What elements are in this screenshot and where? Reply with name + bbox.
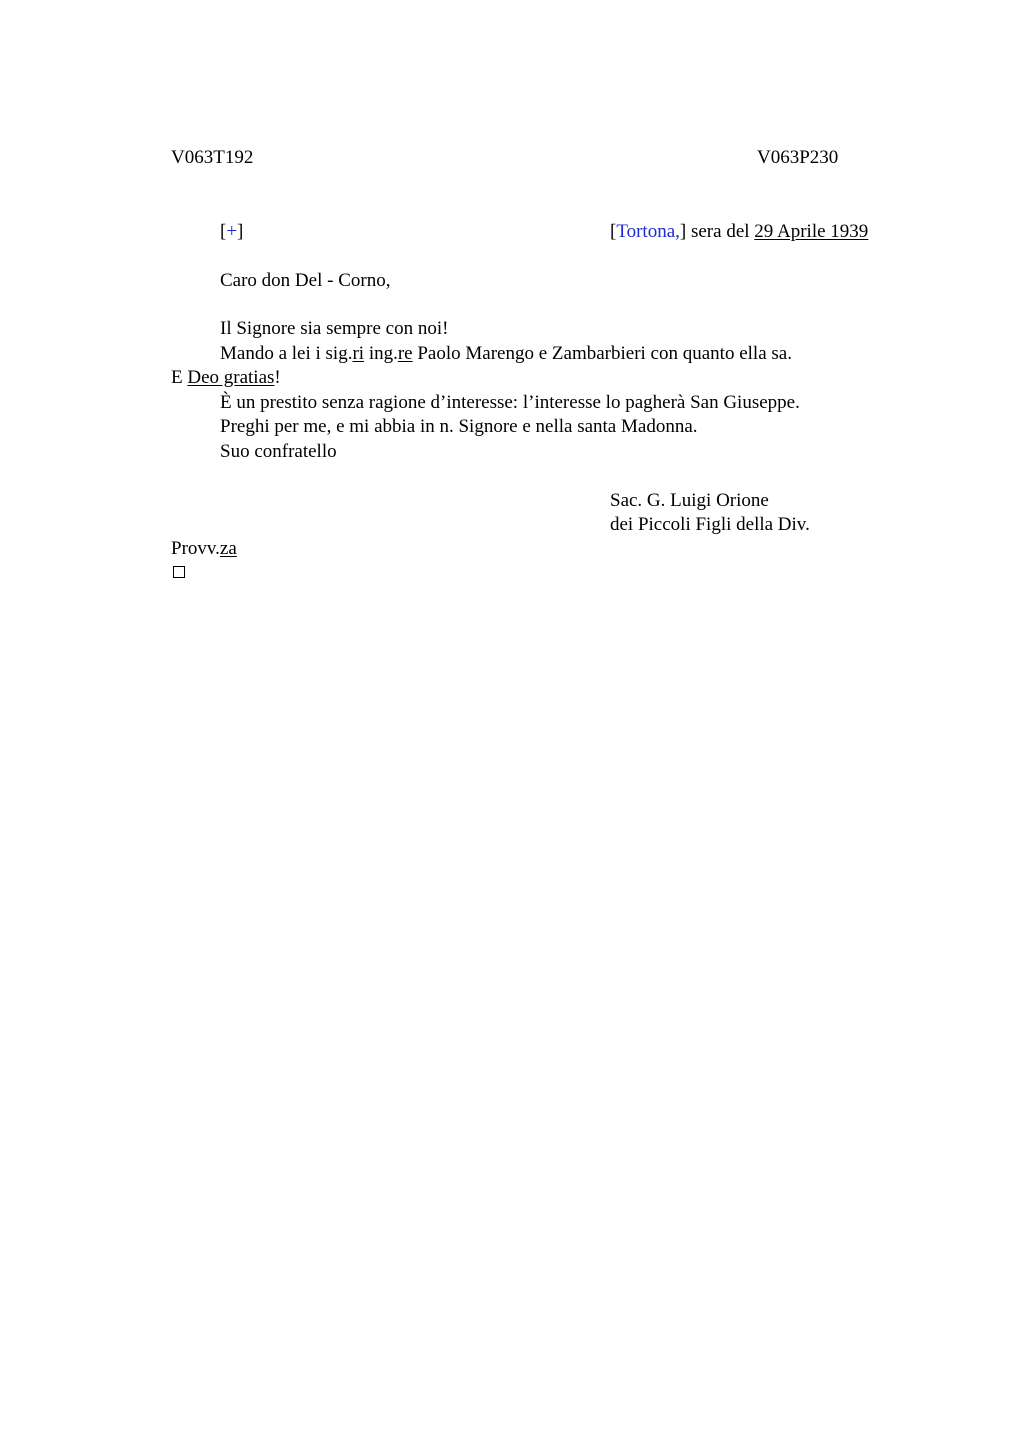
bracket-open: [ [220, 221, 227, 242]
body-line-5: Preghi per me, e mi abbia in n. Signore e nella santa Madonna. [220, 416, 698, 437]
letter-date: 29 Aprile 1939 [754, 221, 869, 242]
footer-note [171, 537, 237, 561]
line2-part-c: ing. [364, 343, 398, 364]
bracket-close: ] [237, 221, 244, 242]
document-code-right: V063P230 [757, 147, 839, 168]
body-line-3 [171, 366, 281, 390]
date-prefix: sera del [686, 221, 755, 242]
signature-line-2: dei Piccoli Figli della Div. [610, 514, 810, 535]
document-code-left: V063T192 [171, 147, 254, 168]
checkbox-icon [173, 566, 185, 578]
line3-part-a: E [171, 367, 188, 388]
line2-part-e: Paolo Marengo e Zambarbieri con quanto ella sa. [412, 343, 792, 364]
closing: Suo confratello [220, 441, 337, 462]
body-line-2 [220, 342, 792, 366]
footer-abbrev: za [219, 538, 237, 559]
signature-line-1: Sac. G. Luigi Orione [610, 490, 769, 511]
place-name: Tortona, [616, 221, 680, 242]
place-bracket-open: [ [610, 221, 617, 242]
body-line-1: Il Signore sia sempre con noi! [220, 318, 449, 339]
place-date [610, 220, 868, 244]
place-bracket-close: ] [679, 221, 687, 242]
salutation: Caro don Del - Corno, [220, 270, 391, 291]
line3-part-c: ! [274, 367, 281, 388]
cross-symbol: + [226, 221, 238, 242]
line2-abbrev-re: re [397, 343, 413, 364]
footer-part-a: Provv. [171, 538, 220, 559]
deo-gratias: Deo gratias [187, 367, 275, 388]
body-line-4: È un prestito senza ragione d’interesse: l’interesse lo pagherà San Giuseppe. [220, 392, 800, 413]
line2-abbrev-ri: ri [352, 343, 365, 364]
cross-mark [220, 220, 243, 244]
line2-part-a: Mando a lei i sig. [220, 343, 353, 364]
